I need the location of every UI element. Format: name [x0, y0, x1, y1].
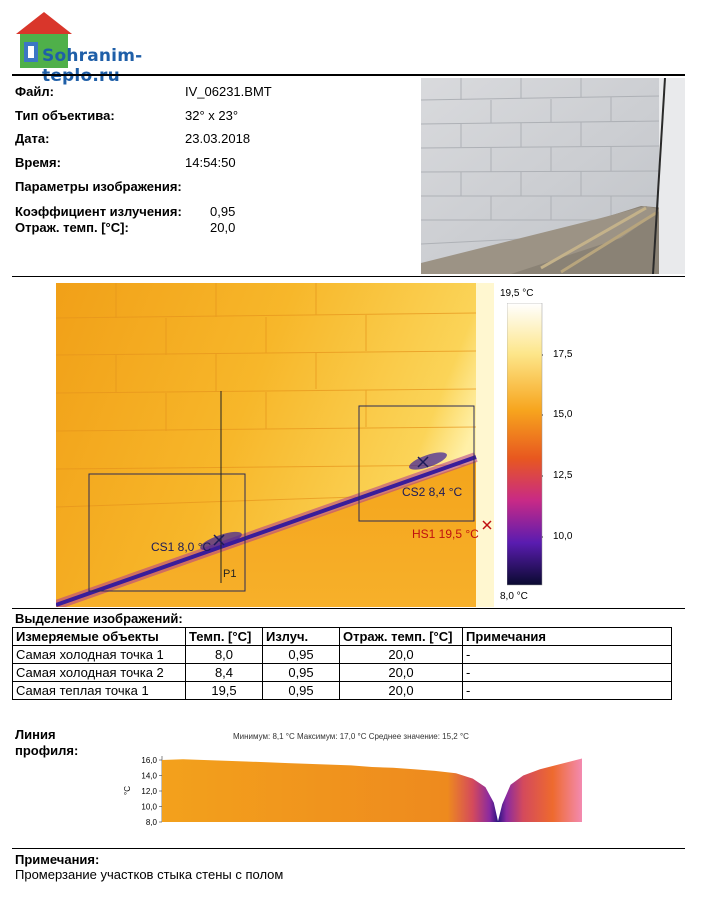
selection-title: Выделение изображений: — [15, 611, 183, 626]
col-header-temp: Темп. [°C] — [186, 628, 263, 646]
ytick-label: 10,0 — [141, 802, 157, 812]
cell-refl: 20,0 — [340, 664, 463, 682]
table-row — [13, 664, 672, 682]
profile-ylabel: °C — [123, 786, 132, 795]
notes-text: Промерзание участков стыка стены с полом — [15, 867, 284, 882]
col-header-notes: Примечания — [463, 628, 672, 646]
scale-bottom-label: 8,0 °C — [500, 591, 528, 602]
color-scale — [507, 303, 543, 586]
scale-tick-1: 17,5 — [553, 349, 573, 360]
top-divider — [12, 74, 685, 76]
cell-temp: 19,5 — [186, 682, 263, 700]
file-label: Файл: — [15, 84, 54, 99]
profile-label-1: Линия — [15, 727, 56, 742]
ytick-label: 16,0 — [141, 756, 157, 765]
date-value: 23.03.2018 — [185, 131, 251, 146]
cell-refl: 20,0 — [340, 682, 463, 700]
time-value: 14:54:50 — [185, 155, 236, 170]
results-table — [12, 627, 672, 700]
scale-tick-4: 10,0 — [553, 531, 573, 542]
cell-refl: 20,0 — [340, 646, 463, 664]
cell-emiss: 0,95 — [263, 664, 340, 682]
profile-divider — [12, 848, 685, 849]
hs1-label: HS1 19,5 °C — [412, 527, 479, 541]
lens-value: 32° x 23° — [185, 108, 239, 123]
logo-text: Sohranim-teplo.ru — [42, 46, 143, 86]
cell-notes: - — [463, 682, 672, 700]
scale-top-label: 19,5 °C — [500, 288, 534, 299]
col-header-refl: Отраж. темп. [°C] — [340, 628, 463, 646]
cell-object: Самая холодная точка 2 — [13, 664, 186, 682]
cell-emiss: 0,95 — [263, 646, 340, 664]
emissivity-label: Коэффициент излучения: — [15, 204, 182, 219]
lens-label: Тип объектива: — [15, 108, 115, 123]
logo — [14, 10, 204, 86]
ytick-label: 12,0 — [141, 787, 157, 796]
cell-temp: 8,0 — [186, 646, 263, 664]
scale-tick-2: 15,0 — [553, 409, 573, 420]
cell-notes: - — [463, 664, 672, 682]
params-label: Параметры изображения: — [15, 179, 182, 194]
date-label: Дата: — [15, 131, 50, 146]
ytick-label: 8,0 — [145, 818, 157, 827]
notes-title: Примечания: — [15, 852, 100, 867]
image-divider — [12, 608, 685, 609]
time-label: Время: — [15, 155, 61, 170]
profile-label-2: профиля: — [15, 743, 79, 758]
cs2-label: CS2 8,4 °C — [402, 485, 463, 499]
col-header-object: Измеряемые объекты — [13, 628, 186, 646]
visual-photo — [421, 78, 685, 274]
profile-stats: Минимум: 8,1 °C Максимум: 17,0 °C Среднее значение: 15,2 °C — [233, 732, 469, 741]
thermal-image — [56, 283, 494, 607]
scale-tick-3: 12,5 — [553, 470, 573, 481]
emissivity-value: 0,95 — [210, 204, 236, 219]
profile-area — [162, 759, 582, 823]
table-header-row — [13, 628, 672, 646]
cell-object: Самая теплая точка 1 — [13, 682, 186, 700]
profile-chart — [120, 745, 590, 830]
refl-label: Отраж. темп. [°C]: — [15, 220, 129, 235]
cell-notes: - — [463, 646, 672, 664]
table-row — [13, 682, 672, 700]
cell-emiss: 0,95 — [263, 682, 340, 700]
cell-temp: 8,4 — [186, 664, 263, 682]
cell-object: Самая холодная точка 1 — [13, 646, 186, 664]
table-row — [13, 646, 672, 664]
col-header-emiss: Излуч. — [263, 628, 340, 646]
p1-label: P1 — [223, 568, 237, 580]
cs1-label: CS1 8,0 °C — [151, 540, 212, 554]
file-value: IV_06231.BMT — [185, 84, 272, 99]
ytick-label: 14,0 — [141, 771, 157, 781]
meta-divider — [12, 276, 685, 277]
refl-value: 20,0 — [210, 220, 236, 235]
